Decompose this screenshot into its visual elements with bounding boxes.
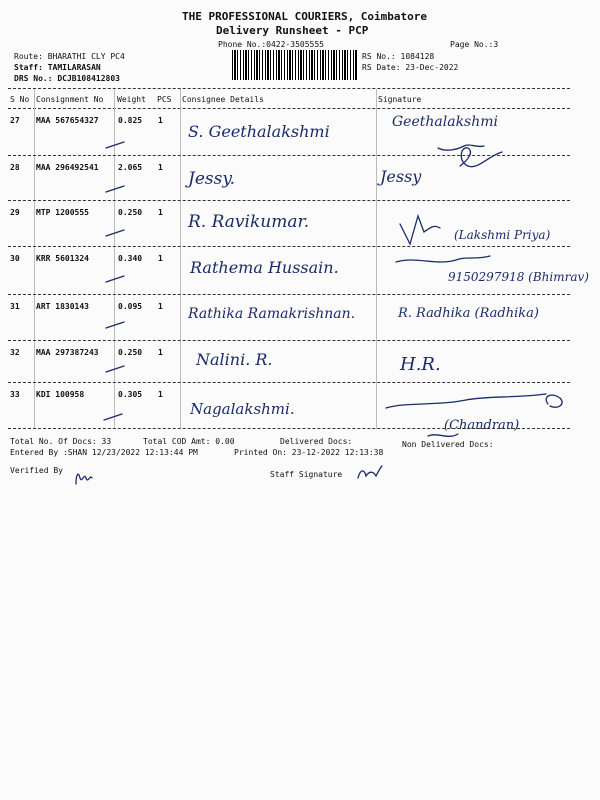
cell-consignee: S. Geethalakshmi bbox=[188, 122, 330, 141]
delivered-docs: Delivered Docs: bbox=[280, 437, 353, 446]
cell-consignment: MAA 567654327 bbox=[36, 116, 99, 125]
cell-weight: 2.065 bbox=[118, 163, 143, 172]
cell-sno: 27 bbox=[10, 116, 20, 125]
rs-date: RS Date: 23-Dec-2022 bbox=[362, 63, 459, 72]
cell-pcs: 1 bbox=[158, 348, 163, 357]
printed-on: Printed On: 23-12-2022 12:13:38 bbox=[234, 448, 384, 457]
cell-pcs: 1 bbox=[158, 302, 163, 311]
cell-weight: 0.305 bbox=[118, 390, 143, 399]
cell-sno: 29 bbox=[10, 208, 20, 217]
cell-pcs: 1 bbox=[158, 390, 163, 399]
col-sno: S No bbox=[10, 95, 30, 104]
cell-sno: 28 bbox=[10, 163, 20, 172]
cell-signature: Geethalakshmi bbox=[392, 114, 499, 130]
col-weight: Weight bbox=[117, 95, 146, 104]
cell-consignee: Rathika Ramakrishnan. bbox=[188, 306, 356, 322]
total-cod: Total COD Amt: 0.00 bbox=[143, 437, 235, 446]
cell-weight: 0.250 bbox=[118, 348, 143, 357]
cell-signature: 9150297918 (Bhimrav) bbox=[448, 270, 589, 284]
cell-sno: 30 bbox=[10, 254, 20, 263]
cell-consignee: Rathema Hussain. bbox=[190, 258, 339, 277]
cell-weight: 0.825 bbox=[118, 116, 143, 125]
cell-weight: 0.340 bbox=[118, 254, 143, 263]
cell-consignment: KDI 100958 bbox=[36, 390, 85, 399]
cell-consignment: MAA 297387243 bbox=[36, 348, 99, 357]
cell-consignee: Jessy. bbox=[188, 169, 236, 189]
route: Route: BHARATHI CLY PC4 bbox=[14, 52, 125, 61]
entered-by: Entered By :SHAN 12/23/2022 12:13:44 PM bbox=[10, 448, 198, 457]
cell-signature: (Chandran) bbox=[444, 418, 520, 433]
cell-consignee: R. Ravikumar. bbox=[188, 212, 310, 232]
cell-signature: H.R. bbox=[400, 354, 441, 375]
cell-consignee: Nagalakshmi. bbox=[190, 400, 295, 418]
staff-name: Staff: TAMILARASAN bbox=[14, 63, 101, 72]
staff-signature-label: Staff Signature bbox=[270, 470, 343, 479]
page-number: Page No.:3 bbox=[450, 40, 499, 49]
cell-weight: 0.095 bbox=[118, 302, 143, 311]
cell-pcs: 1 bbox=[158, 163, 163, 172]
phone-number: Phone No.:0422-3505555 bbox=[218, 40, 324, 49]
col-pcs: PCS bbox=[157, 95, 172, 104]
col-signature: Signature bbox=[378, 95, 422, 104]
cell-sno: 33 bbox=[10, 390, 20, 399]
cell-consignment: MTP 1200555 bbox=[36, 208, 89, 217]
cell-consignment: KRR 5601324 bbox=[36, 254, 89, 263]
cell-signature: R. Radhika (Radhika) bbox=[398, 306, 539, 321]
cell-consignee: Nalini. R. bbox=[196, 350, 273, 369]
cell-consignment: ART 1830143 bbox=[36, 302, 89, 311]
document-title: Delivery Runsheet - PCP bbox=[216, 24, 369, 37]
drs-number: DRS No.: DCJB108412803 bbox=[14, 74, 120, 83]
cell-pcs: 1 bbox=[158, 116, 163, 125]
col-consignee: Consignee Details bbox=[182, 95, 264, 104]
col-consignment: Consignment No bbox=[36, 95, 104, 104]
rs-number: RS No.: 1084128 bbox=[362, 52, 435, 61]
cell-signature: (Lakshmi Priya) bbox=[454, 228, 551, 242]
company-name: THE PROFESSIONAL COURIERS, Coimbatore bbox=[182, 10, 428, 23]
non-delivered-docs: Non Delivered Docs: bbox=[402, 440, 494, 449]
cell-sno: 32 bbox=[10, 348, 20, 357]
cell-signature: Jessy bbox=[380, 167, 422, 186]
verified-by-label: Verified By bbox=[10, 466, 63, 475]
cell-pcs: 1 bbox=[158, 208, 163, 217]
cell-consignment: MAA 296492541 bbox=[36, 163, 99, 172]
total-docs: Total No. Of Docs: 33 bbox=[10, 437, 112, 446]
cell-weight: 0.250 bbox=[118, 208, 143, 217]
cell-pcs: 1 bbox=[158, 254, 163, 263]
cell-sno: 31 bbox=[10, 302, 20, 311]
